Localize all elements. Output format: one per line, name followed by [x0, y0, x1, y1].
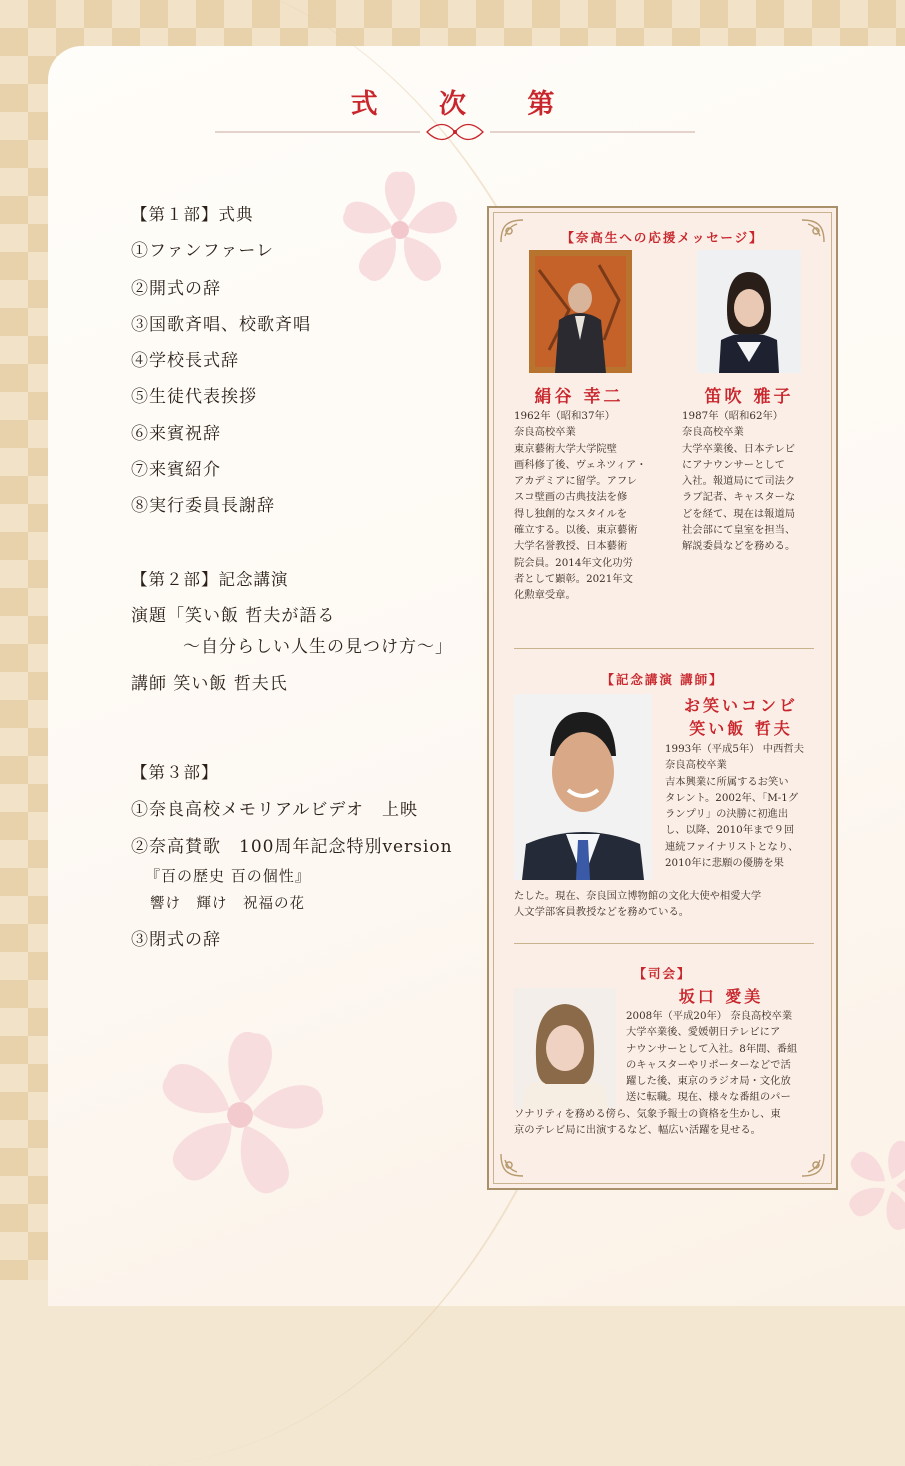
part3-item: ①奈良高校メモリアルビデオ 上映 [131, 800, 418, 820]
section-divider [514, 648, 814, 649]
bio-line: どを経て、現在は報道局 [682, 507, 796, 520]
corner-ornament-icon [798, 1150, 828, 1180]
cherry-blossom-icon [140, 1015, 340, 1215]
bio-line: ラブ記者、キャスターな [682, 491, 796, 504]
bio-line: スコ壁画の古典技法を修 [514, 491, 628, 504]
part1-heading: 【第１部】式典 [131, 205, 254, 224]
part1-item: ⑦来賓紹介 [131, 460, 221, 480]
cherry-blossom-icon [835, 1130, 905, 1240]
bio-line: 奈良高校卒業 [665, 759, 727, 772]
bio-line: 1993年（平成5年） 中西哲夫 [665, 743, 804, 755]
bio-line: のキャスターやリポーターなどで活 [626, 1058, 791, 1071]
part1-item: ⑥来賓祝辞 [131, 424, 221, 444]
bio-line: 2010年に悲願の優勝を果 [665, 857, 784, 870]
portrait-photo [514, 694, 652, 880]
part3-item: ②奈高賛歌 100周年記念特別version [131, 837, 453, 857]
part1-item: ④学校長式辞 [131, 351, 239, 371]
bio-line: 解説委員などを務める。 [682, 540, 796, 553]
bio-line: 者として顕彰。2021年文 [514, 572, 633, 585]
bio-line: 1987年（昭和62年） [682, 410, 784, 422]
bio-line: 京のテレビ局に出演するなど、幅広い活躍を見せる。 [514, 1124, 761, 1137]
bio-line: 奈良高校卒業 [514, 426, 576, 439]
mc-heading: 【司会】 [633, 966, 692, 981]
part1-item: ①ファンファーレ [131, 241, 274, 261]
bio-line: 社会部にて皇室を担当、 [682, 524, 796, 537]
bio-line: 奈良高校卒業 [682, 426, 744, 439]
bio-line: し、以降、2010年まで９回 [665, 824, 795, 837]
lecturer-group-name: お笑いコンビ [683, 696, 798, 715]
guest-name: 笛吹 雅子 [704, 387, 794, 407]
lecture-topic-subtitle: ～自分らしい人生の見つけ方～」 [183, 637, 453, 657]
bio-line: 連続ファイナリストとなり、 [665, 840, 799, 853]
bio-line: 得し独創的なスタイルを [514, 507, 628, 520]
title-ornament-icon [215, 120, 695, 144]
bio-line: 入社。報道局にて司法ク [682, 475, 796, 488]
bio-line: にアナウンサーとして [682, 458, 785, 471]
bio-line: 院会員。2014年文化功労 [514, 556, 633, 569]
lecturer-name: 笑い飯 哲夫 [689, 719, 793, 738]
bio-line: 大学卒業後、日本テレビ [682, 442, 796, 455]
bio-line: アカデミアに留学。アフレ [514, 475, 638, 488]
lecturer-bio [665, 741, 820, 871]
lecture-speaker: 講師 笑い飯 哲夫氏 [131, 674, 288, 694]
bio-line: 2008年（平成20年） 奈良高校卒業 [626, 1010, 793, 1022]
bio-line: ランプリ」の決勝に初進出 [665, 808, 789, 821]
bio-line: 大学名誉教授、日本藝術 [514, 540, 628, 553]
bio-line: 送に転職。現在、様々な番組のパー [626, 1091, 791, 1104]
lecturer-bio-continued [514, 888, 819, 921]
corner-ornament-icon [497, 1150, 527, 1180]
part1-item: ⑤生徒代表挨拶 [131, 387, 257, 407]
bio-line: ナウンサーとして入社。8年間、番組 [626, 1042, 798, 1055]
mc-bio-continued [514, 1106, 819, 1139]
bio-line: タレント。2002年、「M-1グ [665, 791, 799, 804]
part3-heading: 【第３部】 [131, 763, 219, 782]
portrait-photo [697, 250, 801, 373]
support-message-heading: 【奈高生への応援メッセージ】 [561, 230, 764, 245]
portrait-photo [529, 250, 632, 373]
guest-profile-panel [487, 206, 838, 1190]
bio-line: 画科修了後、ヴェネツィア・ [514, 458, 647, 471]
bio-line: 確立する。以後、東京藝術 [514, 524, 638, 537]
part2-heading: 【第２部】記念講演 [131, 570, 289, 589]
section-divider [514, 943, 814, 944]
bio-line: 東京藝術大学大学院壁 [514, 442, 617, 455]
guest-name: 絹谷 幸二 [534, 387, 624, 407]
guest-bio [514, 408, 659, 604]
part3-item: ③閉式の辞 [131, 930, 221, 950]
lecture-heading: 【記念講演 講師】 [601, 672, 724, 687]
lecture-topic: 演題「笑い飯 哲夫が語る [131, 606, 336, 626]
cherry-blossom-icon [330, 160, 470, 300]
mc-bio [626, 1008, 821, 1106]
bio-line: ソナリティを務める傍ら、気象予報士の資格を生かし、東 [514, 1108, 781, 1120]
part1-item: ⑧実行委員長謝辞 [131, 496, 275, 516]
part3-song-title: 『百の歴史 百の個性』 [145, 867, 311, 885]
part1-item: ③国歌斉唱、校歌斉唱 [131, 315, 311, 335]
mc-name: 坂口 愛美 [678, 987, 764, 1006]
bio-line: 吉本興業に所属するお笑い [665, 775, 789, 788]
guest-bio [682, 408, 822, 555]
part3-song-lyric: 響け 輝け 祝福の花 [150, 896, 305, 912]
bio-line: 1962年（昭和37年） [514, 410, 616, 422]
bio-line: たした。現在、奈良国立博物館の文化大使や相愛大学 [514, 890, 762, 902]
part1-item: ②開式の辞 [131, 279, 221, 299]
bio-line: 化勲章受章。 [514, 589, 576, 602]
bio-line: 大学卒業後、愛媛朝日テレビにア [626, 1026, 781, 1039]
bio-line: 人文学部客員教授などを務めている。 [514, 906, 690, 919]
bio-line: 躍した後、東京のラジオ局・文化放 [626, 1075, 791, 1088]
page-title: 式 次 第 [350, 89, 581, 120]
portrait-photo [514, 988, 616, 1109]
